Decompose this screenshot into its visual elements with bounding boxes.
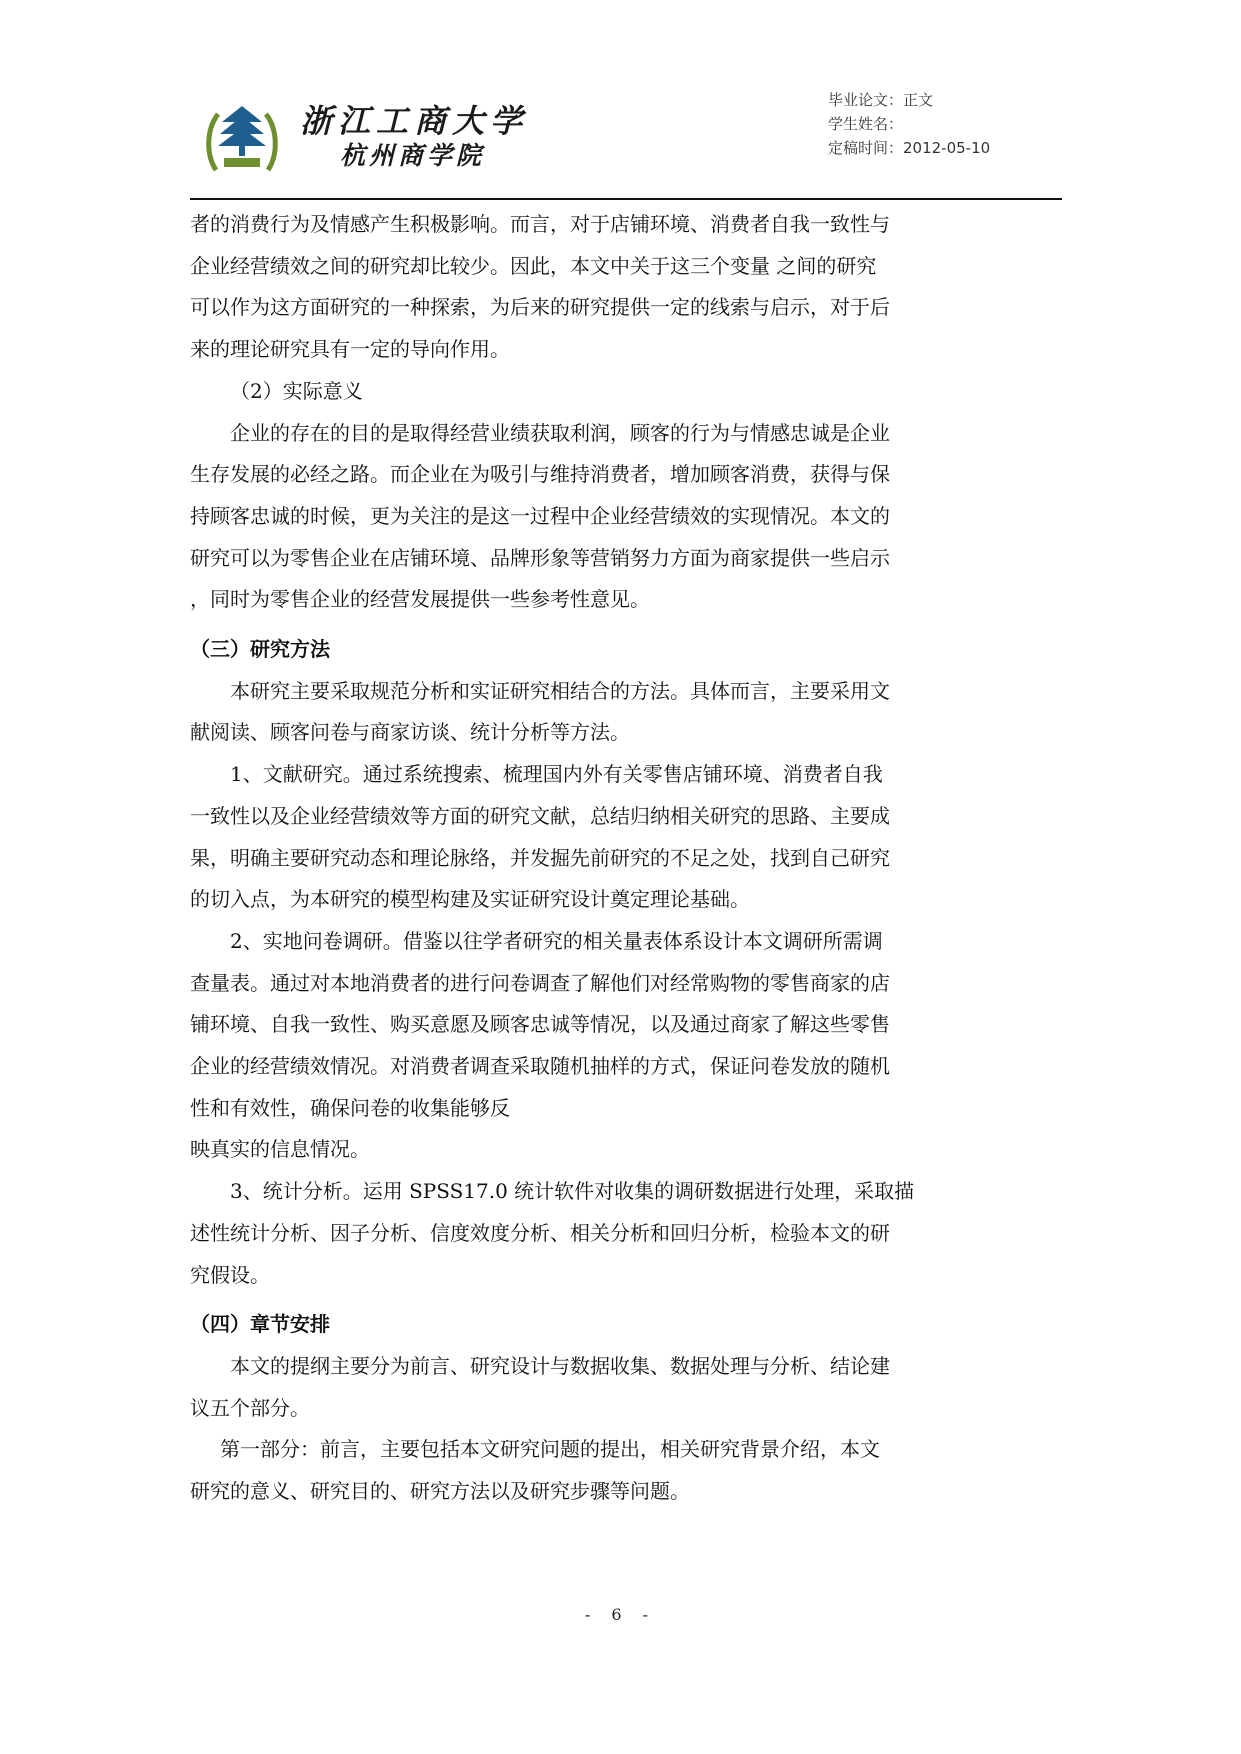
text-line: 第一部分：前言，主要包括本文研究问题的提出，相关研究背景介绍，本文 (220, 1437, 880, 1462)
text-line: 查量表。通过对本地消费者的进行问卷调查了解他们对经常购物的零售商家的店 (190, 970, 890, 995)
text-line: 一致性以及企业经营绩效等方面的研究文献，总结归纳相关研究的思路、主要成 (190, 803, 890, 828)
section-heading-research-methods: （三）研究方法 (190, 637, 330, 662)
text-line: 铺环境、自我一致性、购买意愿及顾客忠诚等情况，以及通过商家了解这些零售 (190, 1012, 890, 1037)
text-line: 议五个部分。 (190, 1395, 310, 1420)
text-line: 3、统计分析。运用 SPSS17.0 统计软件对收集的调研数据进行处理，采取描 (230, 1179, 915, 1204)
paragraph-literature-research (190, 754, 1062, 921)
school-name (300, 102, 560, 172)
text-line: 1、文献研究。通过系统搜索、梳理国内外有关零售店铺环境、消费者自我 (230, 762, 883, 787)
finalized-time: 定稿时间：2012-05-10 (828, 139, 991, 157)
text-line: 来的理论研究具有一定的导向作用。 (190, 337, 510, 362)
text-line: 企业的经营绩效情况。对消费者调查采取随机抽样的方式，保证问卷发放的随机 (190, 1054, 890, 1079)
document-body (190, 204, 1062, 1513)
sub-heading-practical-significance: （2）实际意义 (230, 378, 363, 403)
university-seal-logo (204, 100, 280, 180)
text-line: 性和有效性，确保问卷的收集能够反 (190, 1095, 510, 1120)
text-line: 研究的意义、研究目的、研究方法以及研究步骤等问题。 (190, 1479, 690, 1504)
text-line: 可以作为这方面研究的一种探索，为后来的研究提供一定的线索与启示，对于后 (190, 295, 890, 320)
paragraph-field-survey (190, 921, 1062, 1171)
paragraph-methods-intro (190, 671, 1062, 754)
text-line: 映真实的信息情况。 (190, 1137, 370, 1162)
text-line: 2、实地问卷调研。借鉴以往学者研究的相关量表体系设计本文调研所需调 (230, 928, 883, 953)
paragraph-practical-significance (190, 413, 1062, 622)
text-line: 企业的存在的目的是取得经营业绩获取利润，顾客的行为与情感忠诚是企业 (230, 420, 890, 445)
text-line: 者的消费行为及情感产生积极影响。而言，对于店铺环境、消费者自我一致性与 (190, 212, 890, 236)
text-line: 本研究主要采取规范分析和实证研究相结合的方法。具体而言，主要采用文 (230, 678, 890, 703)
paragraph-statistical-analysis (190, 1171, 1062, 1296)
text-line: 企业经营绩效之间的研究却比较少。因此，本文中关于这三个变量 之间的研究 (190, 253, 877, 278)
paragraph-outline (190, 1346, 1062, 1429)
text-line: 的切入点，为本研究的模型构建及实证研究设计奠定理论基础。 (190, 887, 750, 912)
paragraph-part-one (190, 1429, 1062, 1512)
page-number: - 6 - (584, 1605, 657, 1624)
school-name-line1: 浙江工商大学 (300, 102, 529, 140)
student-name: 学生姓名： (828, 115, 904, 133)
text-line: 究假设。 (190, 1262, 270, 1287)
school-name-line2: 杭州商学院 (340, 141, 486, 170)
text-line: 献阅读、顾客问卷与商家访谈、统计分析等方法。 (190, 720, 630, 745)
text-line: 生存发展的必经之路。而企业在为吸引与维持消费者，增加顾客消费，获得与保 (190, 462, 890, 487)
section-heading-chapter-arrangement: （四）章节安排 (190, 1312, 330, 1337)
thesis-type: 毕业论文：正文 (828, 91, 934, 109)
header-divider (190, 198, 1062, 200)
text-line: 果，明确主要研究动态和理论脉络，并发掘先前研究的不足之处，找到自己研究 (190, 845, 890, 870)
thesis-meta (828, 88, 1068, 160)
text-line: 研究可以为零售企业在店铺环境、品牌形象等营销努力方面为商家提供一些启示 (190, 545, 890, 570)
text-line: 持顾客忠诚的时候，更为关注的是这一过程中企业经营绩效的实现情况。本文的 (190, 503, 890, 528)
text-line: 本文的提纲主要分为前言、研究设计与数据收集、数据处理与分析、结论建 (230, 1353, 890, 1378)
text-line: 述性统计分析、因子分析、信度效度分析、相关分析和回归分析，检验本文的研 (190, 1220, 890, 1245)
text-line: ，同时为零售企业的经营发展提供一些参考性意见。 (190, 587, 650, 612)
paragraph-theory-significance-end (190, 204, 1062, 371)
page-header (190, 80, 1060, 198)
